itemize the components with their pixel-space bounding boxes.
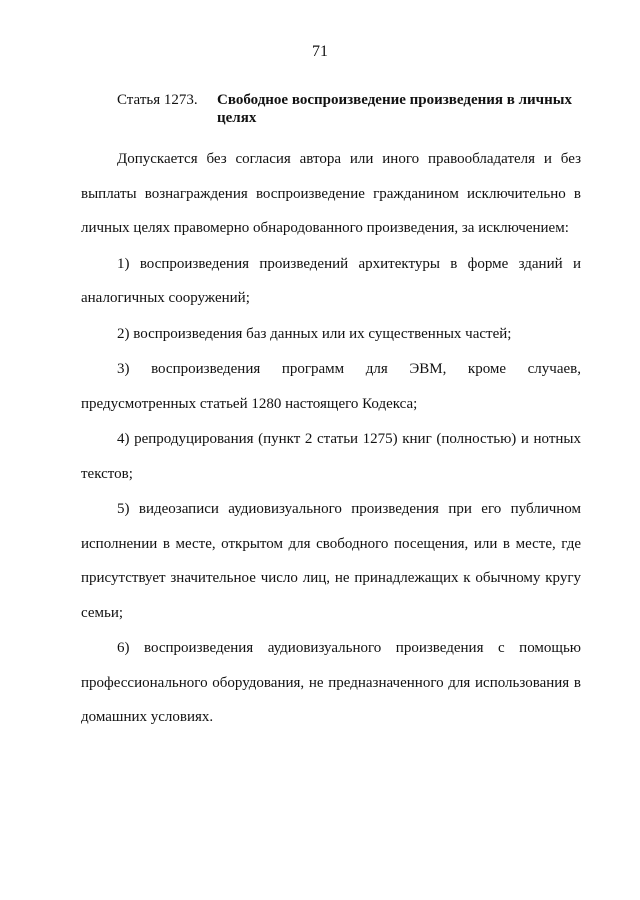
article-label: Статья 1273. <box>117 92 198 108</box>
list-item-2: 2) воспроизведения баз данных или их существенных частей; <box>117 325 512 342</box>
list-item-5: 5) видеозаписи аудиовизуального произведения при его публичном исполнении в месте, открытом для свободного посещения, или в месте, где присутствует значительное число лиц, не принадлежащих к обычному кругу семьи; <box>81 501 581 621</box>
intro-paragraph: Допускается без согласия автора или иного правообладателя и без выплаты вознаграждения воспроизведение гражданином исключительно в личных целях правомерно обнародованного произведения, за исключением: <box>81 151 581 236</box>
list-item-1: 1) воспроизведения произведений архитектуры в форме зданий и аналогичных сооружений; <box>81 255 581 306</box>
article-body <box>81 142 581 735</box>
list-item-6: 6) воспроизведения аудиовизуального произведения с помощью профессионального оборудования, не предназначенного для использования в домашних условиях. <box>81 640 581 725</box>
page-number: 71 <box>312 43 328 60</box>
article-heading <box>117 91 587 127</box>
list-item-3: 3) воспроизведения программ для ЭВМ, кроме случаев, предусмотренных статьей 1280 настоящего Кодекса; <box>81 361 581 412</box>
list-item-4: 4) репродуцирования (пункт 2 статьи 1275) книг (полностью) и нотных текстов; <box>81 431 581 482</box>
article-title: Свободное воспроизведение произведения в личных целях <box>217 92 572 126</box>
